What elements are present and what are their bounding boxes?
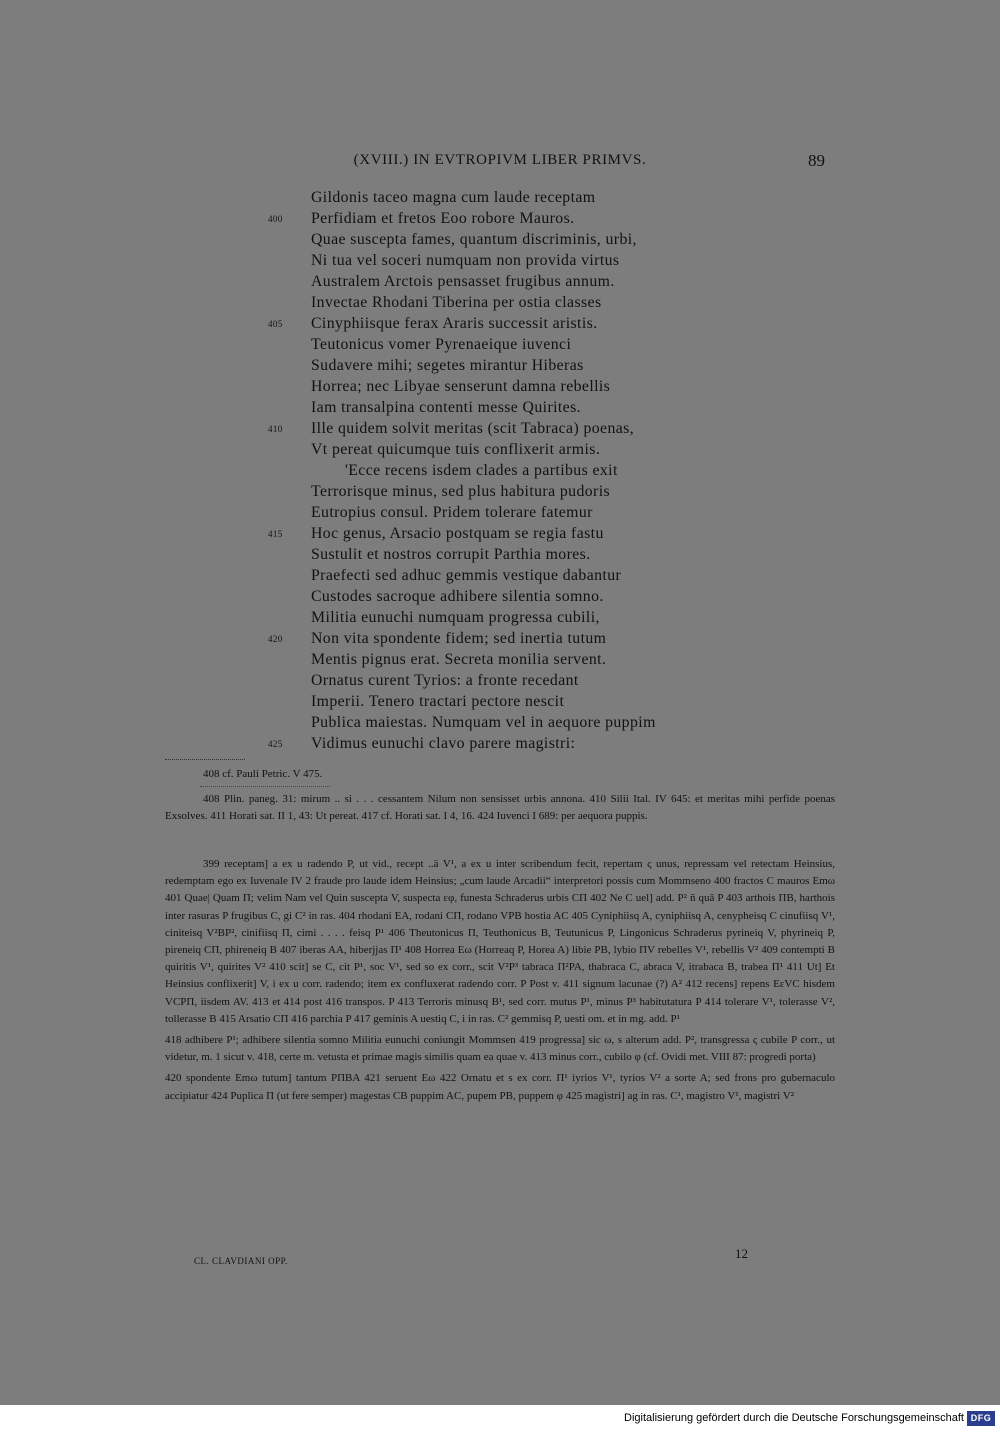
verse-text: Perfidiam et fretos Eoo robore Mauros. bbox=[311, 210, 575, 227]
verse-text: Teutonicus vomer Pyrenaeique iuvenci bbox=[311, 336, 572, 353]
verse-line bbox=[0, 628, 1000, 649]
line-number: 415 bbox=[268, 529, 283, 539]
verse-text: Imperii. Tenero tractari pectore nescit bbox=[311, 693, 565, 710]
verse-line bbox=[0, 502, 1000, 523]
line-number: 410 bbox=[268, 424, 283, 434]
verse-line bbox=[0, 439, 1000, 460]
verse-text: 'Ecce recens isdem clades a partibus exit bbox=[345, 462, 618, 479]
verse-text: Ille quidem solvit meritas (scit Tabraca) poenas, bbox=[311, 420, 635, 437]
verse-text: Cinyphiisque ferax Araris successit aristis. bbox=[311, 315, 598, 332]
line-number: 420 bbox=[268, 634, 283, 644]
verse-line bbox=[0, 607, 1000, 628]
testimonia bbox=[165, 766, 835, 783]
verse-line bbox=[0, 565, 1000, 586]
line-number: 400 bbox=[268, 214, 283, 224]
verse-text: Ornatus curent Tyrios: a fronte recedant bbox=[311, 672, 579, 689]
verse-line bbox=[0, 208, 1000, 229]
page-number: 89 bbox=[808, 151, 825, 170]
verse-line bbox=[0, 271, 1000, 292]
verse-text: Sustulit et nostros corrupit Parthia mores. bbox=[311, 546, 591, 563]
sheet-number: 12 bbox=[735, 1246, 748, 1261]
verse-line bbox=[0, 460, 1000, 481]
poem-text bbox=[0, 187, 1000, 754]
verse-line bbox=[0, 334, 1000, 355]
divider bbox=[200, 786, 330, 787]
verse-line bbox=[0, 523, 1000, 544]
signature-mark: CL. CLAVDIANI OPP. bbox=[194, 1256, 288, 1266]
loci-similes-text: 408 Plin. paneg. 31: mirum .. si . . . cessantem Nilum non sensisset urbis annona. 410 Silii Ital. IV 645: et meritas mihi perfide poenas Exsolves. 411 Horati sat. II 1, 43: Ut pereat. 417 cf. Horati sat. I 4, 16. 424 Iuvenci I 689: per aequora puppis. bbox=[165, 793, 835, 823]
footer-bar bbox=[0, 1405, 1000, 1434]
verse-text: Mentis pignus erat. Secreta monilia servent. bbox=[311, 651, 607, 668]
apparatus-paragraph: 399 receptam] a ex u radendo P, ut vid., recept ..ä V¹, a ex u inter scribendum fecit, repertam ς unus, repressam vel retectam Heinsius, redemptam ego ex Iuvenale IV 2 fraude pro laude idem Heinsius; „cum laude Arcadii“ interpretori possis cum Mommseno 400 fractos C mauros Emω 401 Quae| Quam Π; velim Nam vel Quin suscepta V, suspecta εφ, funesta Schraderus urbis CΠ 402 Ne C uel] add. P² ñ quā P 403 arthois ΠΒ, harthois inter rasuras P frugibus C, gi C² in ras. 404 rhodani EA, rodani CΠ, rodano VPB hostia AC 405 Cyniphiisq A, cyniphiisq A, cenypheisq C cinufiisq V¹, ciniteisq V²BP², cinifiisq Π, cimi . . . . feisq P¹ 406 Theutonicus Π, Teuthonicus B, Teutunicus P, Lingonicus Schraderus pyrineiq V, phyrineiq P, pireneiq CΠ, phireneiq B 407 iberas AA, hiberjjas Π¹ 408 Horrea Eω (Horreaq P, Horea A) libie PB, lybio ΠV rebelles V¹, rebellis V² 409 contempti B quiritis V¹, quirites V² 410 scit] se C, cit P¹, soc V¹, sed so ex corr., scit V²P³ tabraca Π²PA, thabraca C, abraca V, itrabaca B, trabea Π¹ 411 Ut] Et Heinsius conflixerit] V, i ex u corr. radendo; item ex confluxerat radendo corr. P Post v. 411 signum lacunae (?) A² 412 recens] repens EεVC hisdem VCPΠ, iisdem AV. 413 et 414 post 416 transpos. P 413 Terroris minusq B¹, sed corr. mutus P¹, minus P³ habitutatura P 414 tolerare V¹, tolerasse V², tollerasse B 415 Arsatio CΠ 416 parchia P 417 geminis A uestiq C, i in ras. C² gemmisq P, uesti om. et in mg. add. P¹ bbox=[165, 858, 835, 1025]
verse-text: Vt pereat quicumque tuis conflixerit armis. bbox=[311, 441, 601, 458]
verse-line bbox=[0, 481, 1000, 502]
verse-text: Eutropius consul. Pridem tolerare fatemur bbox=[311, 504, 593, 521]
dfg-logo-icon: DFG bbox=[967, 1411, 995, 1426]
verse-text: Vidimus eunuchi clavo parere magistri: bbox=[311, 735, 576, 752]
verse-line bbox=[0, 670, 1000, 691]
loci-similes bbox=[165, 791, 835, 825]
verse-line bbox=[0, 376, 1000, 397]
verse-text: Ni tua vel soceri numquam non provida virtus bbox=[311, 252, 620, 269]
line-number: 425 bbox=[268, 739, 283, 749]
verse-line bbox=[0, 313, 1000, 334]
verse-line bbox=[0, 733, 1000, 754]
verse-text: Terrorisque minus, sed plus habitura pudoris bbox=[311, 483, 611, 500]
verse-line bbox=[0, 292, 1000, 313]
verse-text: Custodes sacroque adhibere silentia somno. bbox=[311, 588, 604, 605]
verse-line bbox=[0, 355, 1000, 376]
verse-line bbox=[0, 586, 1000, 607]
critical-apparatus bbox=[165, 856, 835, 1105]
testimonia-text: 408 cf. Pauli Petric. V 475. bbox=[203, 768, 323, 780]
verse-text: Non vita spondente fidem; sed inertia tutum bbox=[311, 630, 607, 647]
verse-text: Gildonis taceo magna cum laude receptam bbox=[311, 189, 596, 206]
verse-line bbox=[0, 397, 1000, 418]
verse-line bbox=[0, 691, 1000, 712]
verse-text: Invectae Rhodani Tiberina per ostia classes bbox=[311, 294, 602, 311]
verse-line bbox=[0, 544, 1000, 565]
verse-text: Sudavere mihi; segetes mirantur Hiberas bbox=[311, 357, 584, 374]
verse-line bbox=[0, 418, 1000, 439]
running-head: (XVIII.) IN EVTROPIVM LIBER PRIMVS. bbox=[353, 152, 647, 168]
verse-line bbox=[0, 649, 1000, 670]
verse-line bbox=[0, 187, 1000, 208]
verse-text: Horrea; nec Libyae senserunt damna rebellis bbox=[311, 378, 611, 395]
verse-text: Praefecti sed adhuc gemmis vestique dabantur bbox=[311, 567, 622, 584]
verse-text: Iam transalpina contenti messe Quirites. bbox=[311, 399, 581, 416]
verse-text: Publica maiestas. Numquam vel in aequore puppim bbox=[311, 714, 656, 731]
verse-text: Hoc genus, Arsacio postquam se regia fastu bbox=[311, 525, 604, 542]
verse-text: Australem Arctois pensasset frugibus annum. bbox=[311, 273, 615, 290]
verse-text: Quae suscepta fames, quantum discriminis, urbi, bbox=[311, 231, 637, 248]
divider bbox=[165, 759, 245, 760]
apparatus-paragraph: 420 spondente Emω tutum] tantum PΠBA 421 seruent Eω 422 Ornatu et s ex corr. Π¹ iyrios V¹, tyrios V² a sorte A; sed frons pro gubernaculo accipiatur 424 Puplica Π (ut fere semper) magestas CB puppim AC, pupem PB, puppem φ 425 magistri] ag in ras. C¹, magistro V¹, magistri V² bbox=[165, 1072, 835, 1102]
footer-credit: Digitalisierung gefördert durch die Deutsche Forschungsgemeinschaft bbox=[624, 1412, 964, 1424]
verse-line bbox=[0, 712, 1000, 733]
verse-text: Militia eunuchi numquam progressa cubili, bbox=[311, 609, 600, 626]
verse-line bbox=[0, 250, 1000, 271]
apparatus-paragraph: 418 adhibere P¹; adhibere silentia somno Militia eunuchi coniungit Mommsen 419 progressa] sic ω, s alterum add. P², transgressa ς cubile P corr., ut videtur, m. 1 sicut v. 418, certe m. vetusta et primae magis similis quam ea quae v. 413 minus corr., cubilo φ (cf. Ovidi met. VIII 87: progredi porta) bbox=[165, 1034, 835, 1064]
verse-line bbox=[0, 229, 1000, 250]
line-number: 405 bbox=[268, 319, 283, 329]
